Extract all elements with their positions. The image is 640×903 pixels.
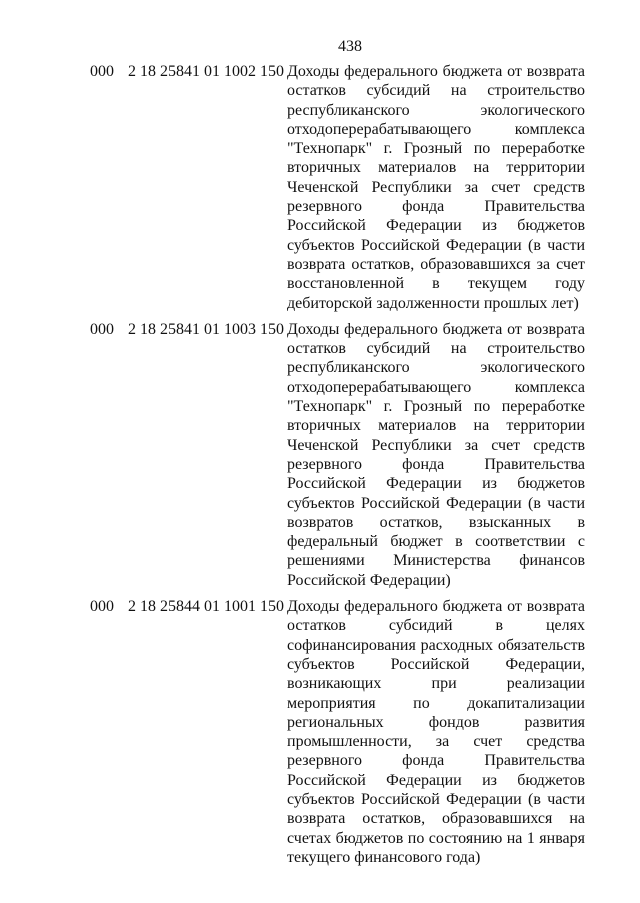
entry-description: Доходы федерального бюджета от возврата остатков субсидий в целях софинансирования расходных обязательств субъектов Российской Федерации, возникающих при реализации мероприятия по докапитализации региональных фондов развития промышленности, за счет средства резервного фонда Правительства Российской Федерации из бюджетов субъектов Российской Федерации (в части возврата остатков, образовавшихся на счетах бюджетов по состоянию на 1 января текущего финансового года) bbox=[287, 598, 585, 866]
budget-entry bbox=[0, 597, 640, 867]
budget-classification-code: 2 18 25844 01 1001 150 bbox=[128, 598, 284, 616]
budget-entry bbox=[0, 62, 640, 313]
page-number: 438 bbox=[338, 38, 362, 55]
admin-code: 000 bbox=[90, 320, 114, 338]
entry-description: Доходы федерального бюджета от возврата остатков субсидий на строительство республиканского экологического отходоперерабатывающего комплекса "Технопарк" г. Грозный по переработке вторичных материалов на территории Чеченской Республики за счет средств резервного фонда Правительства Российской Федерации из бюджетов субъектов Российской Федерации (в части возврата остатков, образовавшихся за счет восстановленной в текущем году дебиторской задолженности прошлых лет) bbox=[287, 63, 585, 312]
budget-code-list bbox=[0, 62, 640, 874]
budget-classification-code: 2 18 25841 01 1003 150 bbox=[128, 320, 284, 338]
budget-classification-code: 2 18 25841 01 1002 150 bbox=[128, 63, 284, 80]
admin-code: 000 bbox=[90, 598, 114, 616]
budget-entry bbox=[0, 320, 640, 590]
admin-code: 000 bbox=[90, 63, 114, 80]
entry-description: Доходы федерального бюджета от возврата остатков субсидий на строительство республиканского экологического отходоперерабатывающего комплекса "Технопарк" г. Грозный по переработке вторичных материалов на территории Чеченской Республики за счет средств резервного фонда Правительства Российской Федерации из бюджетов субъектов Российской Федерации (в части возвратов остатков, взысканных в федеральный бюджет в соответствии с решениями Министерства финансов Российской Федерации) bbox=[287, 320, 585, 589]
